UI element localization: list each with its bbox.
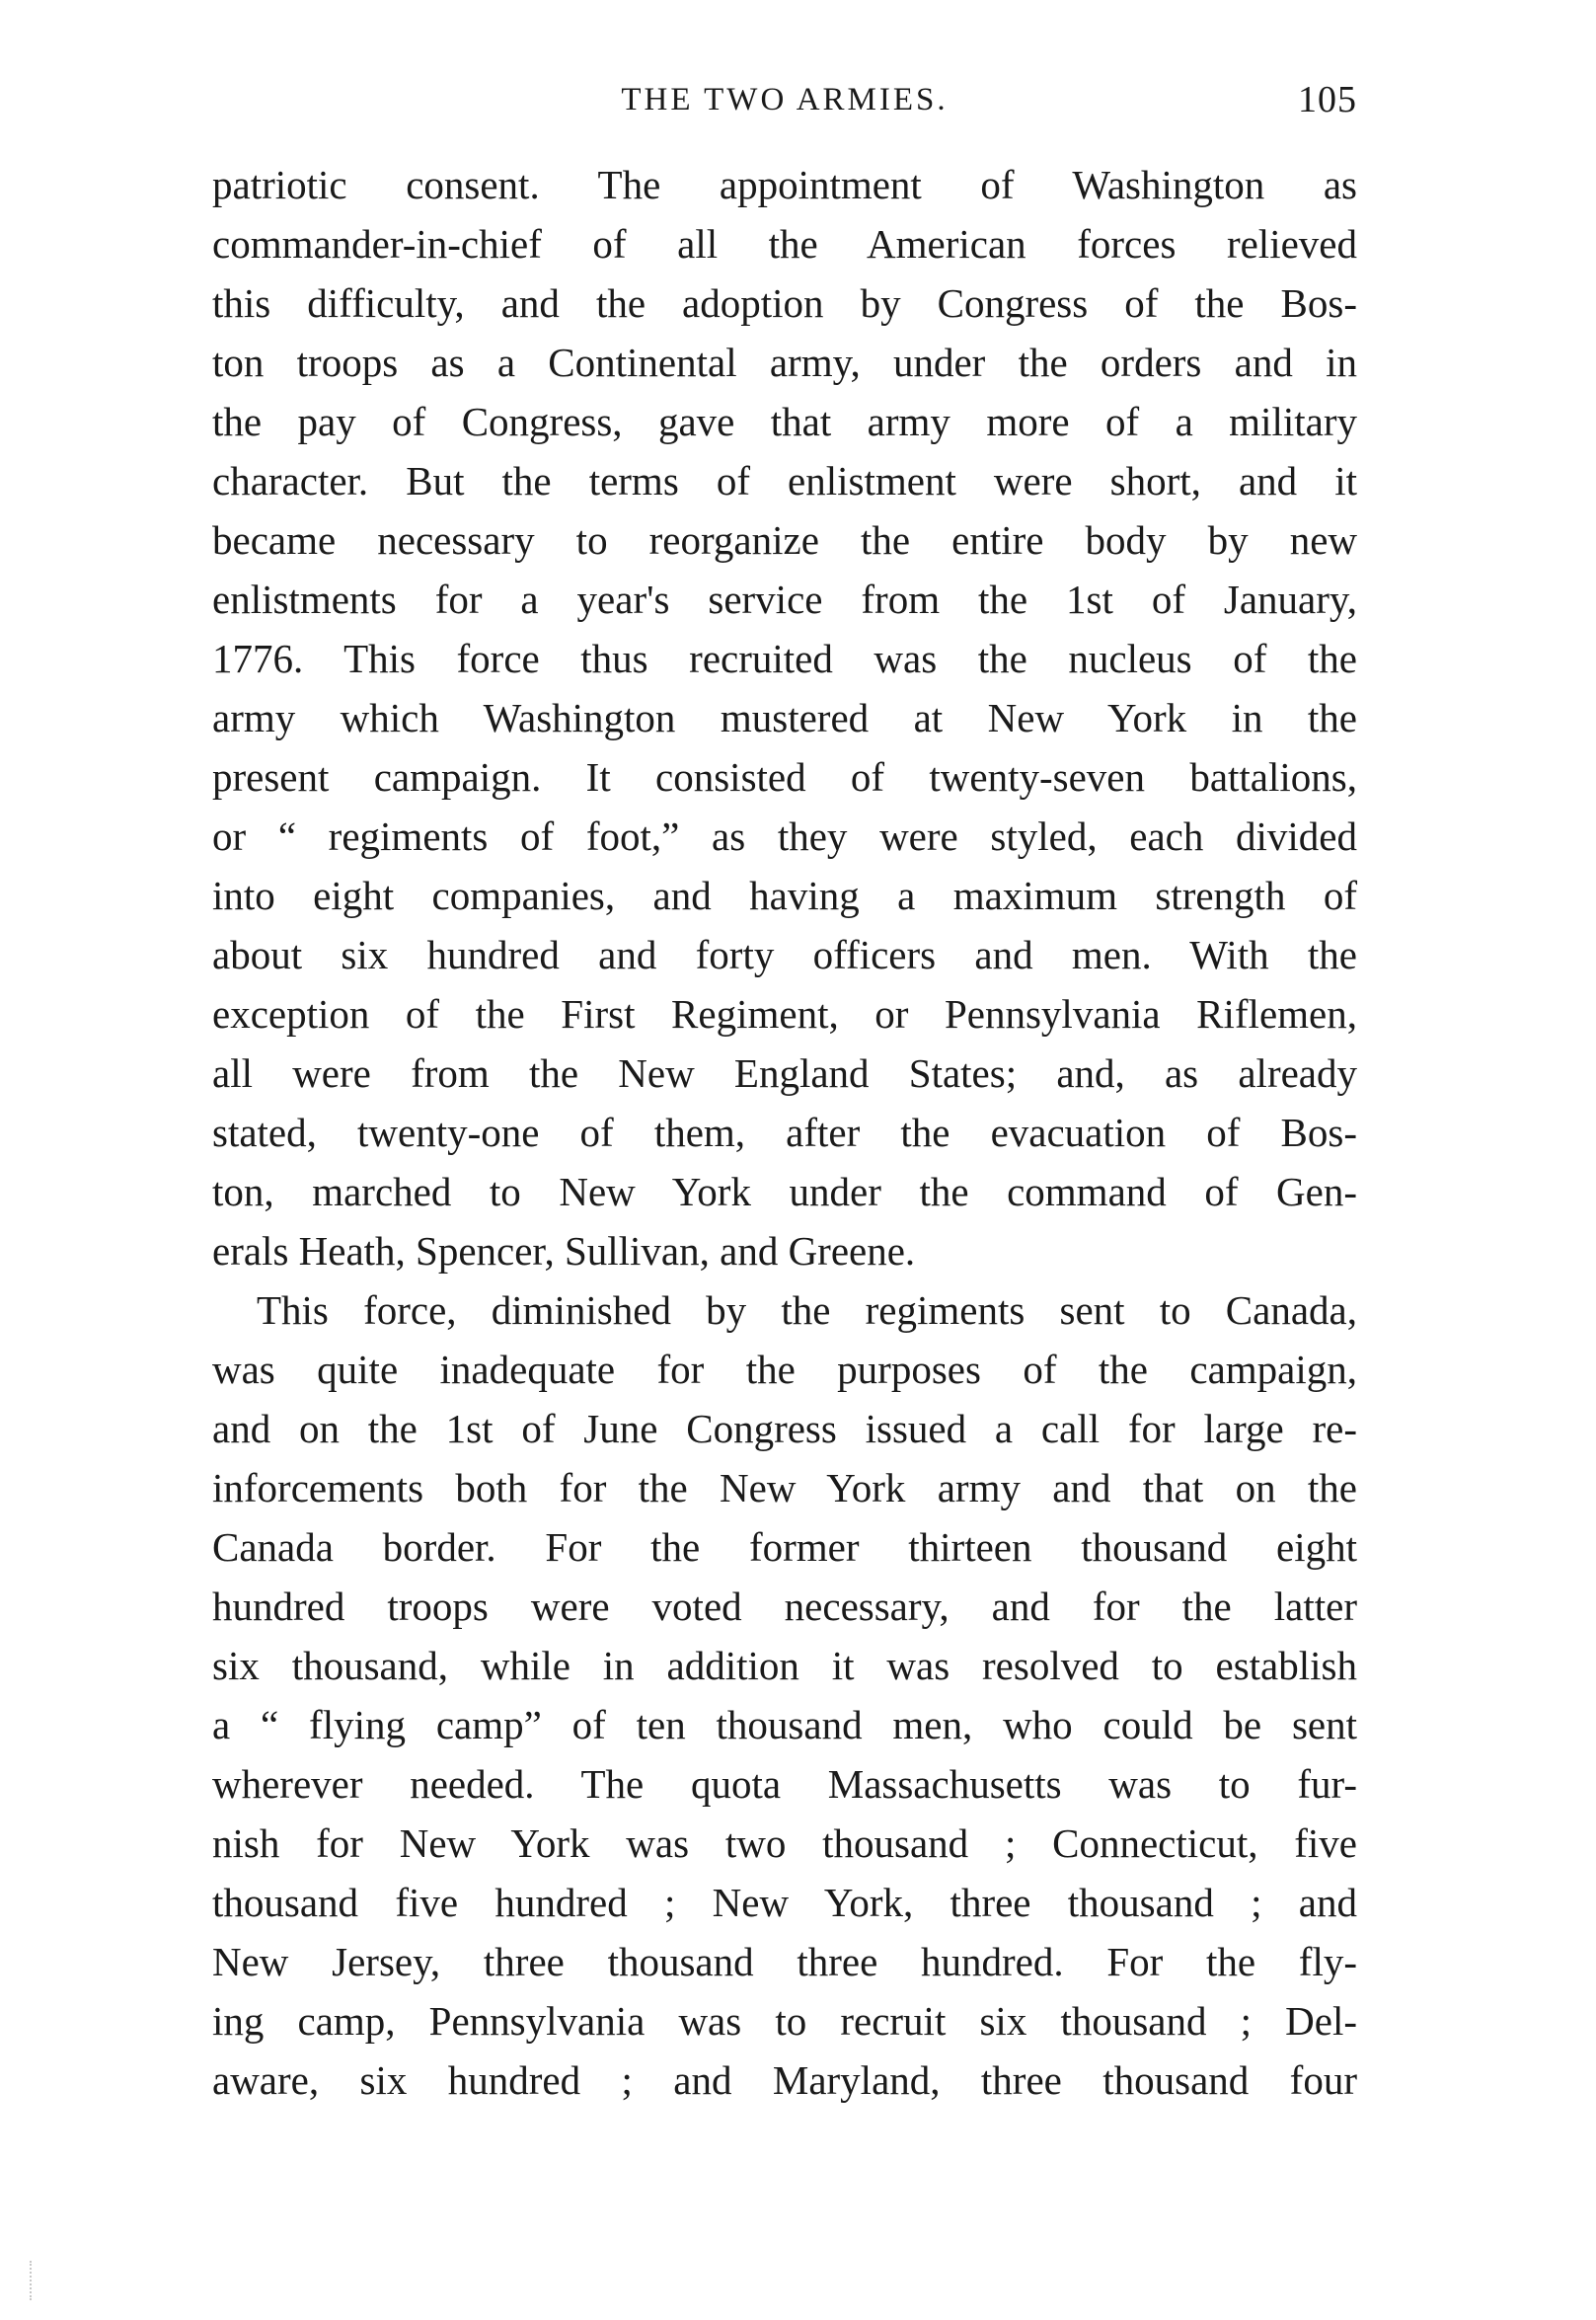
text-line: character. But the terms of enlistment were short, and it [212,458,1357,503]
text-line: all were from the New England States; and, as already [212,1050,1357,1096]
text-line: hundred troops were voted necessary, and for the latter [212,1584,1357,1629]
text-line: army which Washington mustered at New York in the [212,695,1357,740]
text-line: or “ regiments of foot,” as they were styled, each divided [212,813,1357,859]
text-line: enlistments for a year's service from the 1st of January, [212,577,1357,622]
text-line: commander-in-chief of all the American forces relieved [212,221,1357,267]
text-line: stated, twenty-one of them, after the evacuation of Bos- [212,1110,1357,1155]
text-line: became necessary to reorganize the entire body by new [212,517,1357,563]
paragraph [212,155,1357,1280]
text-line: ing camp, Pennsylvania was to recruit six thousand ; Del- [212,1998,1357,2044]
body-text [212,155,1357,2110]
text-line: into eight companies, and having a maximum strength of [212,873,1357,918]
text-line: aware, six hundred ; and Maryland, three thousand four [212,2057,1357,2103]
text-line: present campaign. It consisted of twenty-seven battalions, [212,754,1357,800]
text-line: New Jersey, three thousand three hundred. For the fly- [212,1939,1357,1984]
text-line: erals Heath, Spencer, Sullivan, and Greene. [212,1228,916,1274]
text-line: was quite inadequate for the purposes of the campaign, [212,1347,1357,1392]
text-line: ton, marched to New York under the command of Gen- [212,1169,1357,1214]
text-line: six thousand, while in addition it was resolved to establish [212,1643,1357,1688]
page-number: 105 [1298,79,1357,120]
page-edge-speck [30,2261,35,2300]
text-line: patriotic consent. The appointment of Washington as [212,162,1357,207]
text-line: a “ flying camp” of ten thousand men, who could be sent [212,1702,1357,1747]
text-line: and on the 1st of June Congress issued a call for large re- [212,1406,1357,1451]
paragraph [212,1280,1357,2110]
text-line: nish for New York was two thousand ; Connecticut, five [212,1820,1357,1866]
text-line: inforcements both for the New York army and that on the [212,1465,1357,1510]
text-line: exception of the First Regiment, or Pennsylvania Riflemen, [212,991,1357,1037]
text-line: This force, diminished by the regiments sent to Canada, [257,1287,1357,1333]
text-line: wherever needed. The quota Massachusetts was to fur- [212,1761,1357,1807]
text-line: about six hundred and forty officers and men. With the [212,932,1357,977]
text-line: thousand five hundred ; New York, three thousand ; and [212,1880,1357,1925]
text-line: this difficulty, and the adoption by Congress of the Bos- [212,280,1357,326]
text-line: Canada border. For the former thirteen thousand eight [212,1524,1357,1570]
text-line: the pay of Congress, gave that army more of a military [212,399,1357,444]
running-title: THE TWO ARMIES. [621,82,949,117]
text-line: 1776. This force thus recruited was the nucleus of the [212,636,1357,681]
text-line: ton troops as a Continental army, under the orders and in [212,340,1357,385]
running-header [212,75,1357,124]
